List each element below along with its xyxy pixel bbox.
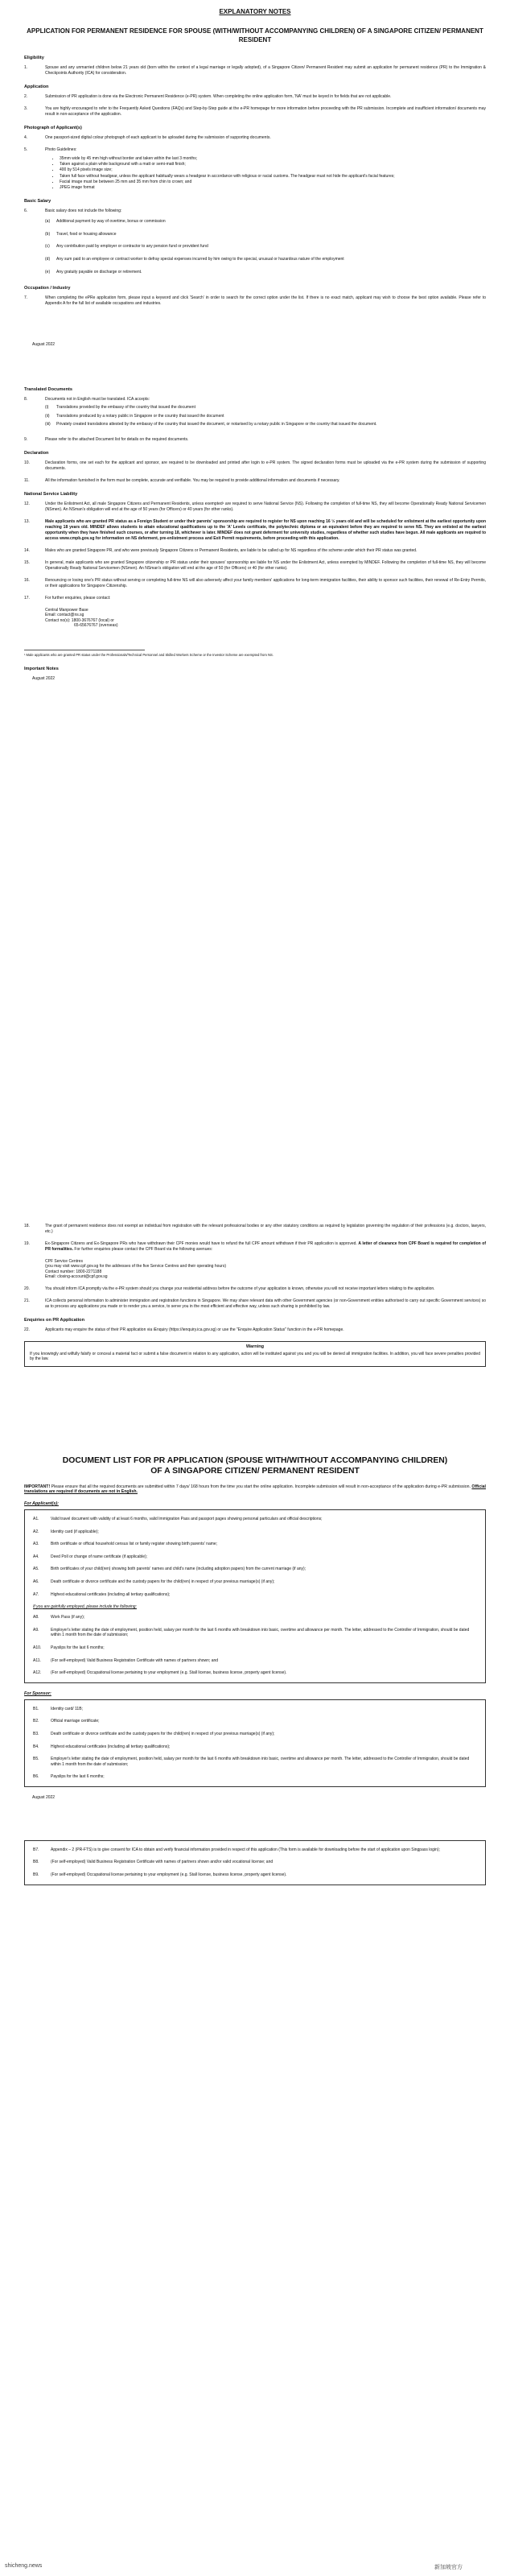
photo-guidelines-list [45,156,486,190]
eligibility-heading: Eligibility [24,56,44,60]
paragraph-4: 4. One passport-sized digital colour photograph of each applicant to be uploaded during the submission of supporting documents. [24,135,271,140]
paragraph-8: 8. Documents not in English must be translated. ICA accepts: (i) Translations provided by the embassy of the country that issued the document (ii) Translations produced by a notary public in Singapore or the country that issued the document (iii) Privately created translations attested by the embassy of the country that issued the document, or notarised by a notary public in Singapore or the country that issued the document. [24,397,486,431]
list-item: (iii) Privately created translations attested by the embassy of the country that issued the document, or notarised by a notary public in Singapore or the country that issued the document. [45,422,377,427]
list-item: • 35mm wide by 45 mm high without border and taken within the last 3 months; [60,156,486,161]
paragraph-6: 6. Basic salary does not include the following: (a) Additional payment by way of overtime, bonus or commission (b) Travel, food or housing allowance (c) Any contribution paid by employer or contractor to any pension fund or provident fund (d) Any sum paid to an employee or contract worker to defray special expenses incurred by him owing to the special, unusual or hazardous nature of the employment (e) Any gratuity payable on discharge or retirement. [24,208,486,278]
basic-salary-heading: Basic Salary [24,199,51,204]
list-item: • Taken against a plain white background with a matt or semi-matt finish; [60,162,486,167]
page-gap [0,1191,510,1224]
paragraph-5: 5. Photo Guidelines: • 35mm wide by 45 mm high without border and taken within the last 3 months; • Taken against a plain white background with a matt or semi-matt finish; • 400 by 514 pixels image size; • Taken full face without headgear, unless the applicant habitually wears a headgear in accordance with religious or racial customs. The headgear must not hide the applicant's facial features; • Facial image must be between 25 mm and 35 mm from chin to crown; and • JPEG image format [24,147,486,191]
employed-note: If you are gainfully employed, please include the following: [33,1604,137,1610]
list-item: • 400 by 514 pixels image size; [60,167,486,172]
spacer [24,1367,486,1431]
list-item: (i) Translations provided by the embassy of the country that issued the document [45,405,195,411]
applicant-documents-box [24,1509,486,1683]
application-heading: Application [24,85,49,89]
list-item: B4. Highest educational certificates (including all tertiary qualifications); [33,1744,171,1749]
list-item: A9. Employer's letter stating the date of employment, position held, salary per month for the last 6 months with breakdown into basic, overtime and allowance per month. The letter, addressed to the Controller of Immigration, should be dated within 1 month from the date of submission; [33,1627,470,1638]
paragraph-1: 1. Spouse and any unmarried children below 21 years old (born within the context of a legal marriage or legally adopted), of a Singapore Citizen/ Permanent Resident may submit an application for permanent residence (PR) to the Immigration & Checkpoints Authority (ICA) for consideration. [24,65,486,76]
paragraph-20: 20. You should inform ICA promptly via the e-PR system should you change your residential address before the outcome of your application is known, otherwise you will not receive important letters relating to the application. [24,1286,435,1291]
list-item: A8. Work Pass (if any); [33,1615,85,1620]
list-item: (d) Any sum paid to an employee or contract worker to defray special expenses incurred by him owing to the special, unusual or hazardous nature of the employment [45,257,344,262]
page-title: EXPLANATORY NOTES [219,8,291,15]
important-notes-heading: Important Notes [24,666,59,671]
ns-liability-heading: National Service Liability [24,491,78,497]
document-subtitle: APPLICATION FOR PERMANENT RESIDENCE FOR SPOUSE (WITH/WITHOUT ACCOMPANYING CHILDREN) OF A SINGAPORE CITIZEN/ PERMANENT RESIDENT [27,27,483,43]
list-item: (a) Additional payment by way of overtime, bonus or commission [45,219,166,225]
list-item: A3. Birth certificate or official household census list or family register showing birth parents' name; [33,1542,218,1547]
enquiries-heading: Enquiries on PR Application [24,1317,85,1323]
paragraph-17: 17. For further enquiries, please contact: [24,595,111,601]
warning-title: Warning [245,1344,265,1349]
page-2 [0,1224,510,2576]
paragraph-21: 21. ICA collects personal information to administer immigration and registration functions in Singapore. We may share relevant data with other Government agencies (or non-Government entities authorised to carry out specific Government services) so as to process any applications you made or to render you a service, to serve you in the most efficient and effective way, unless such sharing is prohibited by law. [24,1298,486,1309]
list-item: A6. Death certificate or divorce certificate and the custody papers for the child(ren) in respect of your previous marriage(s) (if any); [33,1579,275,1584]
paragraph-10: 10. Declaration forms, one set each for the applicant and sponsor, are required to be downloaded and printed after login to e-PR system. The signed declaration forms must be uploaded via the e-PR system during the submission of supporting documents. [24,460,486,471]
page-date: August 2022 [32,342,56,348]
translated-documents-heading: Translated Documents [24,387,72,393]
paragraph-22: 22. Applicants may enquire the status of their PR application via iEnquiry (https://ienquiry.ica.gov.sg) or use the "Enquire Application Status" function in the e-PR homepage. [24,1327,344,1332]
important-notice: IMPORTANT! Please ensure that all the required documents are submitted within 7 days/ 168 hours from the time you start the online application. Incomplete submission will result in non-acceptance of the application during e-PR submission. Official translations are required if documents are not in English. [24,1484,486,1495]
cpf-contact-block: CPF Service Centres (you may visit www.cpf.gov.sg for the addresses of the five Service Centres and their operating hours) Contact number: 1800-2271188 Email: closing-account@cpf.gov.sg [45,1259,227,1280]
list-item: A4. Deed Poll or change of name certificate (if applicable); [33,1554,148,1559]
declaration-heading: Declaration [24,450,49,456]
applicants-heading: For Applicant(s): [24,1501,59,1506]
sponsor-documents-box-continued [24,1840,486,1885]
paragraph-13: 13. Male applicants who are granted PR status as a Foreign Student or under their parents' sponsorship are required to register for NS upon reaching 16 ½ years old and will be scheduled for enlistment at the earliest opportunity upon reaching 18 years old. MINDEF allows students to attain educational qualifications up to the 'A' Levels certificate, the polytechnic diploma or an equivalent before they are required to serve NS. They are enlisted at the earliest opportunity when they have finished such courses, or after turning 18, whichever is later. MINDEF does not grant deferment for university studies, regardless of whether such studies have begun. All male applicants are required to access www.cmpb.gov.sg for information on NS deferment, pre-enlistment process and Exit Permit requirements, before proceeding with this application. [24,518,486,541]
paragraph-9: 9. Please refer to the attached Document list for details on the required documents. [24,436,189,442]
paragraph-7: 7. When completing the ePRe application form, please input a keyword and click 'Search' in order to search for the correct option under the list. If there is no exact match, applicant may wish to choose the best option available. Please refer to Appendix A for the full list of available occupations and industries. [24,295,486,307]
paragraph-19: 19. Ex-Singapore Citizens and Ex-Singapore PRs who have withdrawn their CPF monies would have to refund the full CPF amount withdrawn if their PR application is approved. A letter of clearance from CPF Board is required for completion of PR formalities. For further enquiries please contact the CPF Board via the following avenues: [24,1241,486,1252]
paragraph-15: 15. In general, male applicants who are granted Singapore citizenship or PR status under their spouses' sponsorship are liable for NS under the Enlistment Act, unless exempted by MINDEF. Following the completion of full-time NS, they will become Operationally Ready National Servicemen (NSmen). An NSman's obligation will end at the age of 50 (for Officers) or 40 (for other ranks). [24,559,486,571]
list-item: (c) Any contribution paid by employer or contractor to any pension fund or provident fund [45,244,208,250]
paragraph-3: 3. You are highly encouraged to refer to the Frequently Asked Questions (FAQs) and Step-by-Step guide at the e-PR homepage for more information before proceeding with the PR submission. Incomplete and insufficient information/ documents may result in non-acceptance of the application. [24,106,486,117]
list-item: A10. Payslips for the last 6 months; [33,1645,105,1650]
watermark-right: 新加坡官方 [434,2565,463,2570]
list-item: B7. Appendix – 2 (PR-FTS) is to give consent for ICA to obtain and verify financial information provided in respect of this application (This form is available for downloading before the start of application upon Singpass login); [33,1847,440,1852]
list-item: A12. (For self-employed) Occupational license pertaining to your employment (e.g. Stall license, business license, property agent license). [33,1670,287,1676]
list-item: B6. Payslips for the last 6 months; [33,1774,105,1780]
paragraph-16: 16. Renouncing or losing one's PR status without serving or completing full-time NS will also adversely affect your family members' applications for long-term immigration facilities, their ability to sponsor such facilities, their renewal of Re-Entry Permits, or their applications for Singapore Citizenship. [24,577,486,588]
page-date: August 2022 [32,1794,56,1800]
occupation-heading: Occupation / Industry [24,286,71,291]
list-item: A11. (For self-employed) Valid Business Registration Certificate with names of partners shown; and [33,1657,219,1663]
list-item: (e) Any gratuity payable on discharge or retirement. [45,269,142,275]
cmpb-contact-block: Central Manpower Base Email: contact@ns.sg Contact no(s): 1800-3676767 (local) or 65-65676767 (overseas) [45,607,118,629]
paragraph-2: 2. Submission of PR application is done via the Electronic Permanent Residence (e-PR) system. When completing the online application form, 'NA' must be keyed in for fields that are not applicable. [24,94,392,99]
list-item: A1. Valid travel document with validity of at least 6 months, valid Immigration Pass and passport pages showing personal particulars and official descriptions; [33,1517,323,1521]
list-item: B2. Official marriage certificate; [33,1719,100,1724]
document-list-title: DOCUMENT LIST FOR PR APPLICATION (SPOUSE WITH/WITHOUT ACCOMPANYING CHILDREN) OF A SINGAPORE CITIZEN/ PERMANENT RESIDENT [62,1455,448,1476]
list-item: (b) Travel, food or housing allowance [45,231,117,237]
list-item: (ii) Translations produced by a notary public in Singapore or the country that issued the document [45,413,224,419]
paragraph-11: 11. All the information furnished in the form must be complete, accurate and verifiable. You may be required to provide additional information and documents if necessary. [24,477,340,483]
sponsor-documents-box [24,1699,486,1787]
list-item: B5. Employer's letter stating the date of employment, position held, salary per month for the last 6 months with breakdown into basic, overtime and allowance per month. The letter, addressed to the Controller of Immigration, should be dated within 1 month from the date of submission; [33,1757,470,1767]
list-item: A2. Identity card (if applicable); [33,1529,99,1534]
photo-heading: Photograph of Applicant(s) [24,126,82,130]
sponsor-heading: For Sponsor: [24,1690,51,1696]
list-item: B1. Identity card/ 11B; [33,1706,83,1711]
warning-text: If you knowingly and wilfully falsify or conceal a material fact or submit a false document in relation to any application, action will be instituted against you and you will be denied all immigration facilities. In addition, you will face severe penalties provided by the law. [30,1351,480,1362]
watermark-left: shicheng.news [5,2563,43,2569]
footnote: ¹ Male applicants who are granted PR status under the Professionals/Technical Personnel and Skilled Workers Scheme or the Investor Scheme are exempted from NS. [24,652,274,657]
list-item: A7. Highest educational certificates (including all tertiary qualifications); [33,1591,171,1597]
page-break [0,684,510,685]
list-item: A5. Birth certificates of your child(ren) showing both parents' names and child's name (including adoption papers) from the current marriage (if any); [33,1567,306,1572]
list-item: • Facial image must be between 25 mm and 35 mm from chin to crown; and [60,180,486,184]
list-item: • Taken full face without headgear, unless the applicant habitually wears a headgear in accordance with religious or racial customs. The headgear must not hide the applicant's facial features; [60,174,486,179]
list-item: B3. Death certificate or divorce certificate and the custody papers for the child(ren) in respect of your previous marriage(s) (if any); [33,1731,275,1736]
page-date: August 2022 [32,675,56,681]
list-item: • JPEG image format [60,185,486,190]
paragraph-18: 18. The grant of permanent residence does not exempt an individual from registration with the relevant professional bodies or any other statutory conditions as required by legislation governing the regulation of their professions (e.g. doctors, lawyers, etc.) [24,1224,486,1234]
paragraph-12: 12. Under the Enlistment Act, all male Singapore Citizens and Permanent Residents, unless exempted¹ are required to serve National Service (NS). Following the completion of full-time NS, they will become Operationally Ready National Servicemen (NSmen). An NSman's obligation will end at the age of 50 years (for Officers) or 40 years (for other ranks). [24,501,486,512]
paragraph-14: 14. Males who are granted Singapore PR, and who were previously Singapore Citizens or Permanent Residents, are liable to be called up for NS regardless of the scheme under which their PR status was granted. [24,547,417,553]
list-item: B9. (For self-employed) Occupational license pertaining to your employment (e.g. Stall license, business license, property agent license). [33,1872,287,1878]
page-1 [0,0,510,1224]
warning-box [24,1341,486,1367]
list-item: B8. (For self-employed) Valid Business Registration Certificate with names of partners shown and/or valid vocational license; and [33,1860,274,1865]
